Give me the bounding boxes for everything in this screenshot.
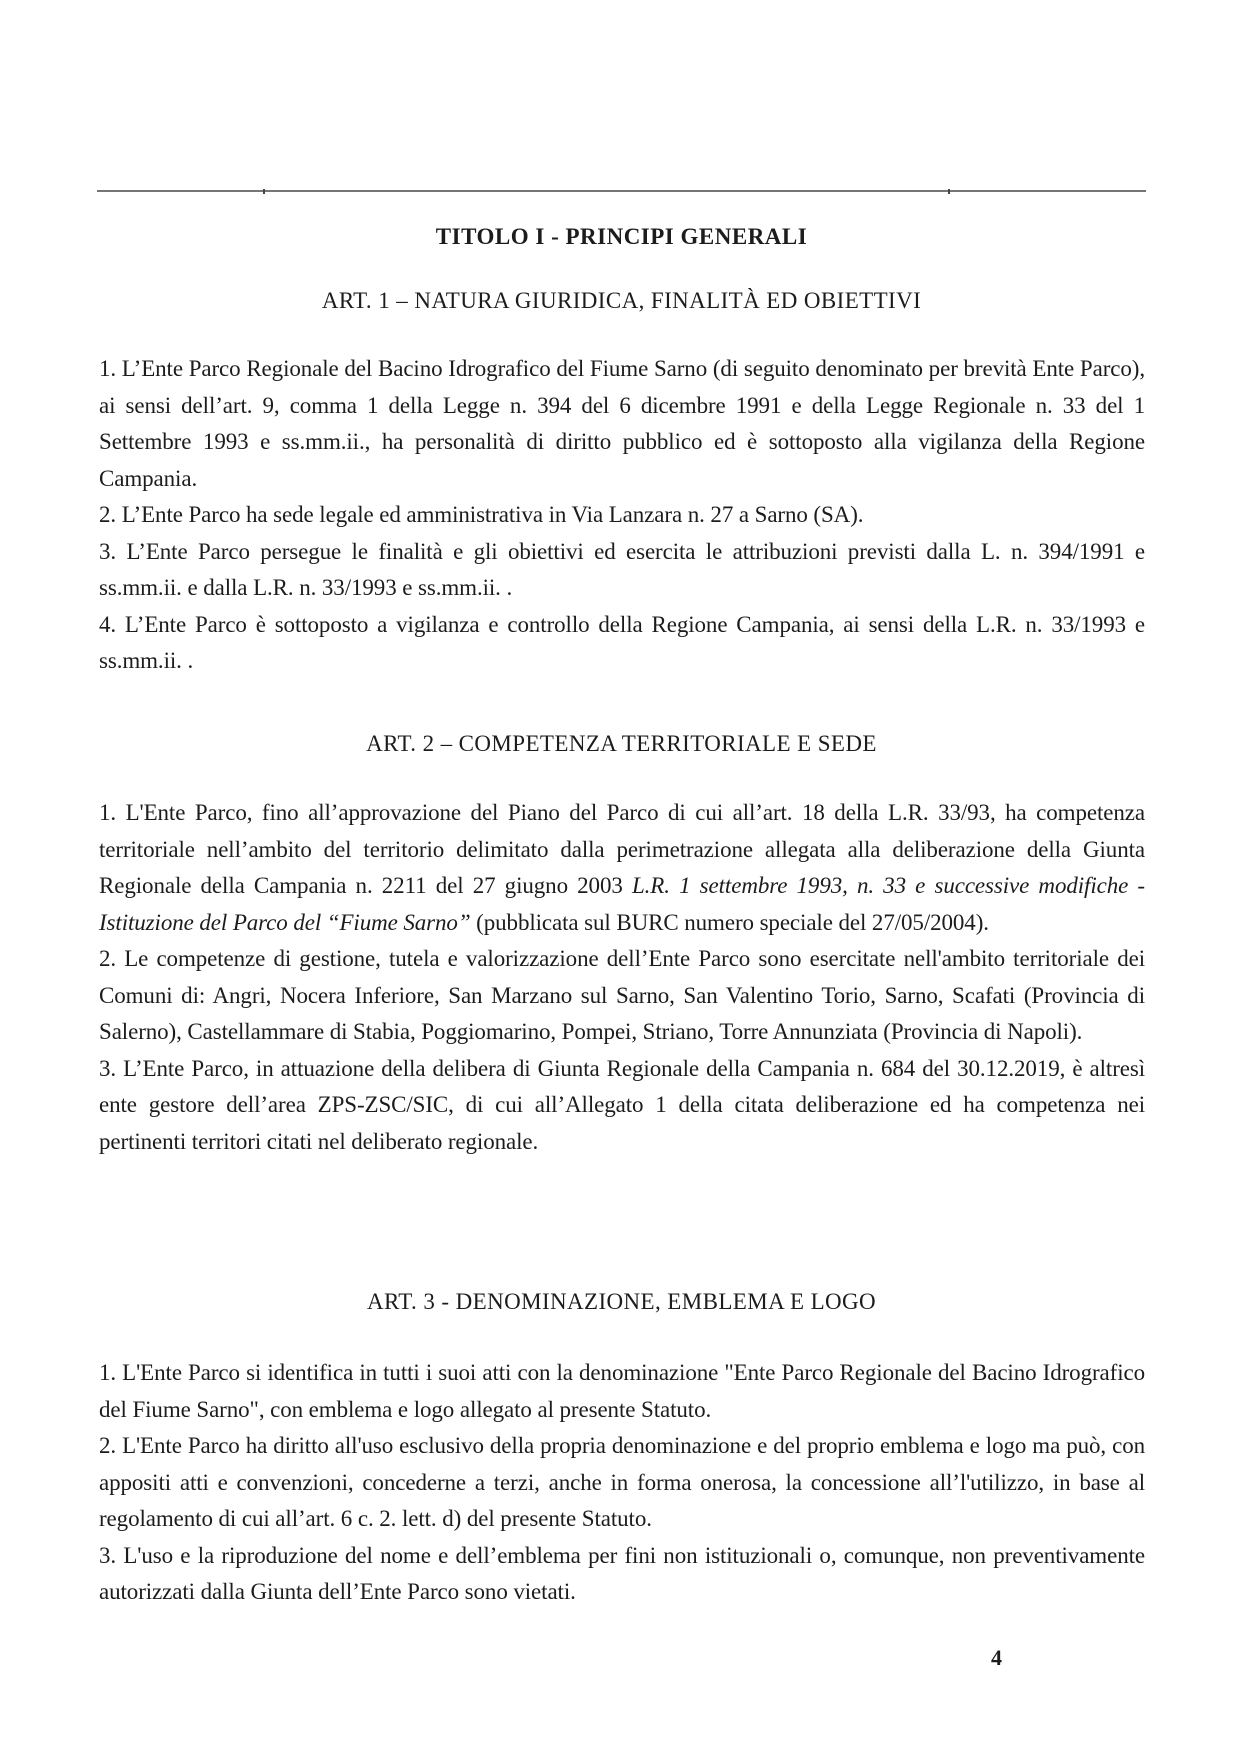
header-rule-tick [263,189,265,194]
article-3-body [99,1355,1145,1611]
header-rule [97,190,1146,192]
page-number: 4 [991,1645,1002,1670]
text-segment: 1. L'Ente Parco, fino all’approvazione del Piano del Parco di cui all’art. 18 della L.R. 33/93, ha competenza territoriale nell’ambito del territorio delimitato dalla perimetrazione allegata alla deliberazione della Giunta Regionale della Campania n. 2211 del 27 giugno 2003 [99,800,1145,898]
article-1-heading: ART. 1 – NATURA GIURIDICA, FINALITÀ ED OBIETTIVI [321,288,922,313]
article-3-heading: ART. 3 - DENOMINAZIONE, EMBLEMA E LOGO [366,1289,877,1314]
paragraph [99,795,1145,941]
text-segment: 2. Le competenze di gestione, tutela e valorizzazione dell’Ente Parco sono esercitate nell'ambito territoriale dei Comuni di: Angri, Nocera Inferiore, San Marzano sul Sarno, San Valentino Torio, Sarno, Scafati (Provincia di Salerno), Castellammare di Stabia, Poggiomarino, Pompei, Striano, Torre Annunziata (Provincia di Napoli). [99,946,1145,1044]
text-segment: 2. L’Ente Parco ha sede legale ed amministrativa in Via Lanzara n. 27 a Sarno (SA). [99,502,864,527]
article-2-body [99,795,1145,1160]
article-1-body [99,351,1145,680]
paragraph [99,534,1145,607]
text-segment: 1. L’Ente Parco Regionale del Bacino Idrografico del Fiume Sarno (di seguito denominato per brevità Ente Parco), ai sensi dell’art. 9, comma 1 della Legge n. 394 del 6 dicembre 1991 e della Legge Regionale n. 33 del 1 Settembre 1993 e ss.mm.ii., ha personalità di diritto pubblico ed è sottoposto alla vigilanza della Regione Campania. [99,356,1145,491]
text-segment: 2. L'Ente Parco ha diritto all'uso esclusivo della propria denominazione e del proprio emblema e logo ma può, con appositi atti e convenzioni, concederne a terzi, anche in forma onerosa, la concessione all’l'utilizzo, in base al regolamento di cui all’art. 6 c. 2. lett. d) del presente Statuto. [99,1433,1145,1531]
paragraph [99,351,1145,497]
text-segment: 3. L’Ente Parco persegue le finalità e gli obiettivi ed esercita le attribuzioni previsti dalla L. n. 394/1991 e ss.mm.ii. e dalla L.R. n. 33/1993 e ss.mm.ii. . [99,538,1145,600]
header-rule-tick [948,189,950,194]
paragraph [99,1538,1145,1611]
paragraph [99,607,1145,680]
paragraph [99,1051,1145,1161]
article-2-heading: ART. 2 – COMPETENZA TERRITORIALE E SEDE [366,731,877,756]
paragraph [99,1428,1145,1538]
text-segment: 3. L’Ente Parco, in attuazione della delibera di Giunta Regionale della Campania n. 684 del 30.12.2019, è altresì ente gestore dell’area ZPS-ZSC/SIC, di cui all’Allegato 1 della citata deliberazione ed ha competenza nei pertinenti territori citati nel deliberato regionale. [99,1055,1145,1154]
paragraph [99,497,1145,534]
text-segment: 4. L’Ente Parco è sottoposto a vigilanza e controllo della Regione Campania, ai sensi della L.R. n. 33/1993 e ss.mm.ii. . [99,611,1145,673]
page-title: TITOLO I - PRINCIPI GENERALI [435,224,808,249]
paragraph [99,1355,1145,1428]
text-segment: (pubblicata sul BURC numero speciale del 27/05/2004). [470,909,989,935]
paragraph [99,941,1145,1051]
text-segment: 3. L'uso e la riproduzione del nome e dell’emblema per fini non istituzionali o, comunque, non preventivamente autorizzati dalla Giunta dell’Ente Parco sono vietati. [99,1542,1145,1604]
text-segment-italic: L.R. 1 settembre 1993, n. 33 e successive modifiche - Istituzione del Parco del “Fiume Sarno” [99,873,1145,935]
text-segment: 1. L'Ente Parco si identifica in tutti i suoi atti con la denominazione "Ente Parco Regionale del Bacino Idrografico del Fiume Sarno", con emblema e logo allegato al presente Statuto. [99,1360,1145,1422]
